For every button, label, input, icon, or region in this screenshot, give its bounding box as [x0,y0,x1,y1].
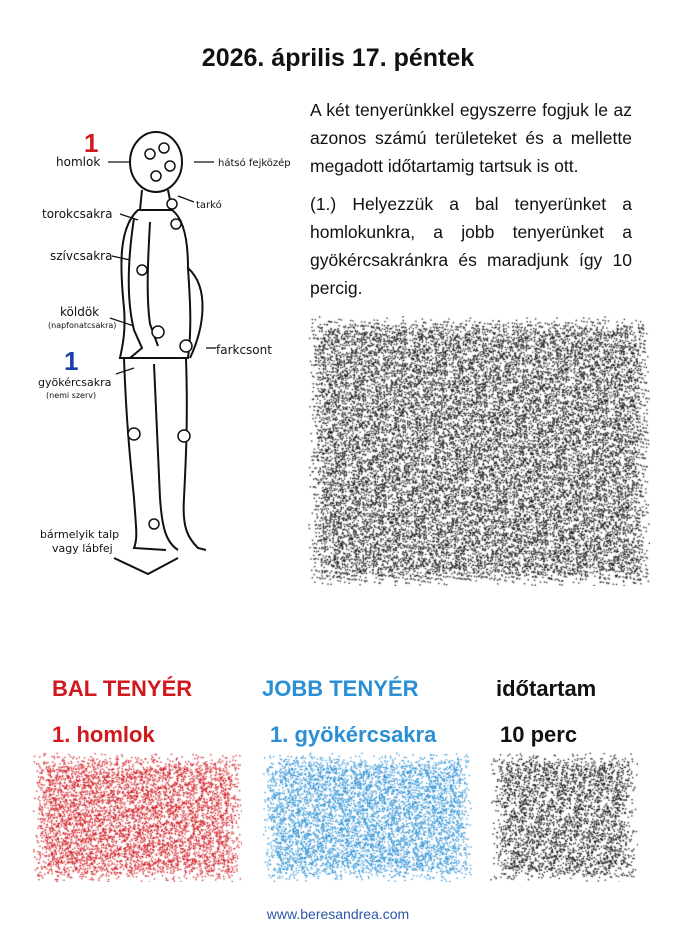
obscured-area-red [32,752,242,882]
label-tarko: tarkó [196,200,222,211]
label-koldok-sub: (napfonatcsakra) [48,321,117,330]
obscured-area-blue [262,752,472,882]
row-right: 1. gyökércsakra [270,722,437,747]
page-title: 2026. április 17. péntek [201,44,475,72]
label-szivcsakra: szívcsakra [50,249,113,263]
label-farkcsont: farkcsont [216,343,272,357]
header-idotartam: időtartam [496,676,597,701]
instructions [310,96,632,312]
body-figure [38,118,298,598]
label-gyokercsakra: gyökércsakra [38,376,112,389]
footer-url: www.beresandrea.com [266,906,410,922]
label-gyokercsakra-sub: (nemi szerv) [46,391,97,400]
label-homlok: homlok [56,155,101,169]
row-time: 10 perc [500,722,578,747]
label-talp-2: vagy lábfej [52,542,113,555]
row-left: 1. homlok [52,722,155,747]
obscured-area [308,316,650,586]
instructions-paragraph-1: A két tenyerünkkel egyszerre fogjuk le az azonos számú területeket és a mellette megadott időtartamig tartsuk is ott. [310,100,632,176]
body-figure-drawing [38,118,298,598]
figure-number-bottom: 1 [64,346,79,376]
label-talp-1: bármelyik talp [40,528,120,541]
figure-number-top: 1 [84,128,99,158]
header-jobb-tenyer: JOBB TENYÉR [262,676,419,701]
label-torokcsakra: torokcsakra [42,207,113,221]
instructions-paragraph-2: (1.) Helyezzük a bal tenyerünket a homlokunkra, a jobb tenyerünket a gyökércsakránkra és maradjunk így 10 percig. [310,194,632,298]
label-koldok: köldök [60,305,100,319]
obscured-area-black [490,752,638,882]
label-hatso-fejkozep: hátsó fejközép [218,158,291,169]
header-bal-tenyer: BAL TENYÉR [52,676,193,701]
